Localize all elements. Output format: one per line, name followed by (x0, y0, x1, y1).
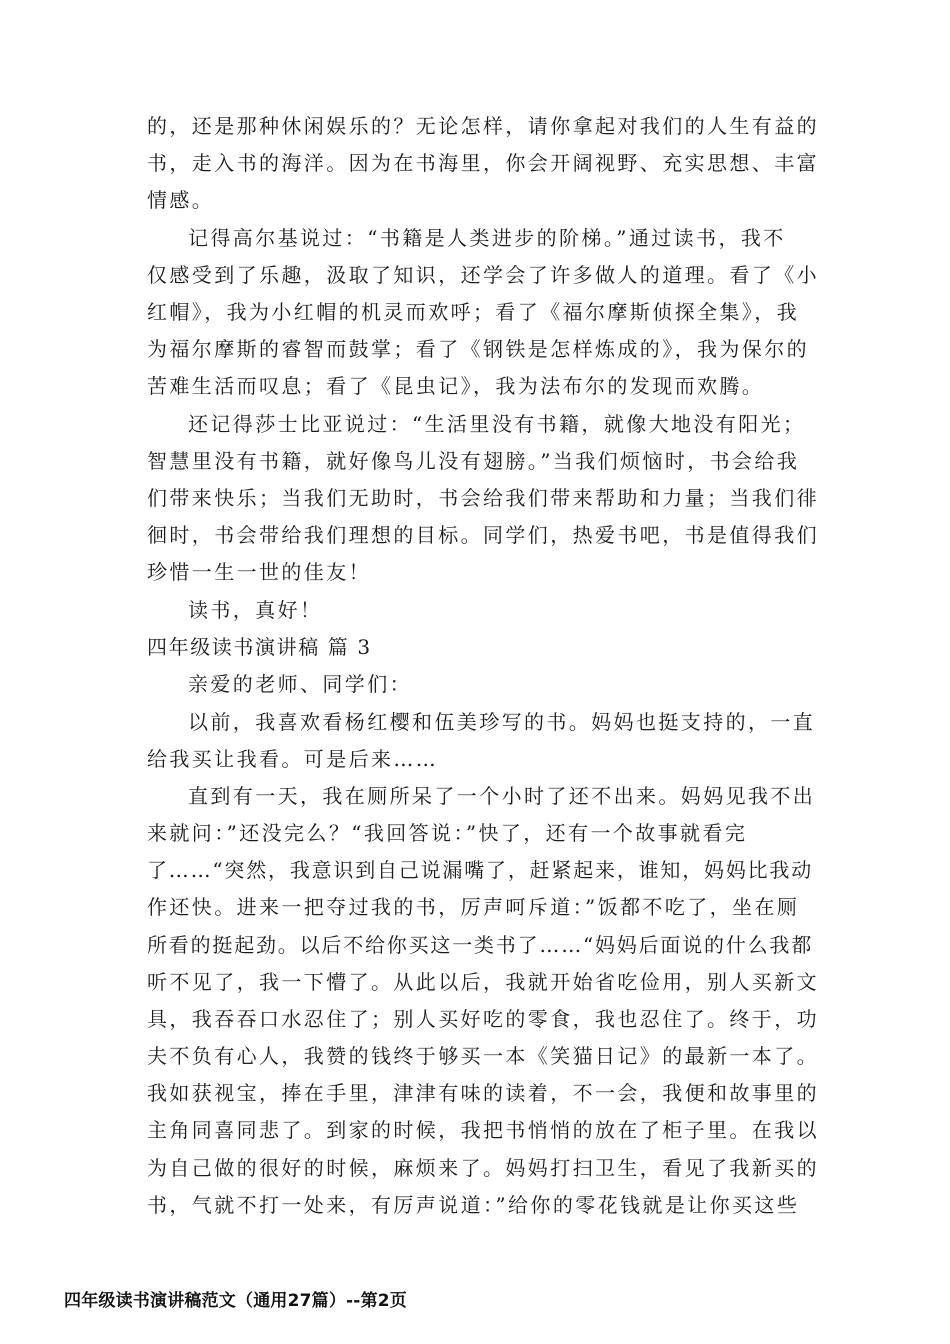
body-text-line: 红帽》，我为小红帽的机灵而欢呼；看了《福尔摩斯侦探全集》，我 (147, 300, 799, 324)
body-text-line: 了……“突然，我意识到自己说漏嘴了，赶紧起来，谁知，妈妈比我动 (147, 858, 814, 882)
body-text-line: 具，我吞吞口水忍住了；别人买好吃的零食，我也忍住了。终于，功 (147, 1007, 819, 1031)
body-text-line: 的，还是那种休闲娱乐的？无论怎样，请你拿起对我们的人生有益的 (147, 114, 819, 138)
salutation-line: 亲爱的老师、同学们： (188, 672, 412, 696)
page-footer: 四年级读书演讲稿范文（通用27篇）--第2页 (64, 1291, 407, 1311)
section-heading: 四年级读书演讲稿 篇 3 (147, 635, 372, 659)
body-text-line: 们带来快乐；当我们无助时，书会给我们带来帮助和力量；当我们徘 (147, 486, 819, 510)
body-text-line: 书，气就不打一处来，有厉声说道：”给你的零花钱就是让你买这些 (147, 1193, 800, 1217)
paragraph-first-line: 以前，我喜欢看杨红樱和伍美珍写的书。妈妈也挺支持的，一直 (188, 710, 816, 734)
body-text-line: 来就问：”还没完么？“我回答说：”快了，还有一个故事就看完 (147, 821, 748, 845)
body-text-line: 作还快。进来一把夺过我的书，厉声呵斥道：”饭都不吃了，坐在厕 (147, 895, 800, 919)
body-text-line: 苦难生活而叹息；看了《昆虫记》，我为法布尔的发现而欢腾。 (147, 374, 765, 398)
paragraph-first-line: 直到有一天，我在厕所呆了一个小时了还不出来。妈妈见我不出 (188, 784, 816, 808)
paragraph-first-line: 还记得莎士比亚说过：“生活里没有书籍，就像大地没有阳光； (188, 412, 806, 436)
paragraph-first-line: 读书，真好！ (188, 598, 323, 622)
body-text-line: 我如获视宝，捧在手里，津津有味的读着，不一会，我便和故事里的 (147, 1081, 819, 1105)
paragraph-first-line: 记得高尔基说过：“书籍是人类进步的阶梯。”通过读书，我不 (188, 226, 786, 250)
body-text-line: 夫不负有心人，我赞的钱终于够买一本《笑猫日记》的最新一本了。 (147, 1044, 819, 1068)
body-text-line: 书，走入书的海洋。因为在书海里，你会开阔视野、充实思想、丰富 (147, 151, 819, 175)
body-text-line: 情感。 (147, 188, 215, 212)
body-text-line: 为自己做的很好的时候，麻烦来了。妈妈打扫卫生，看见了我新买的 (147, 1156, 819, 1180)
body-text-line: 所看的挺起劲。以后不给你买这一类书了……“妈妈后面说的什么我都 (147, 933, 814, 957)
body-text-line: 给我买让我看。可是后来…… (147, 747, 439, 771)
body-text-line: 徊时，书会带给我们理想的目标。同学们，热爱书吧，书是值得我们 (147, 523, 819, 547)
body-text-line: 智慧里没有书籍，就好像鸟儿没有翅膀。”当我们烦恼时，书会给我 (147, 449, 800, 473)
body-text-line: 听不见了，我一下懵了。从此以后，我就开始省吃俭用，别人买新文 (147, 970, 819, 994)
body-text-line: 主角同喜同悲了。到家的时候，我把书悄悄的放在了柜子里。在我以 (147, 1118, 819, 1142)
body-text-line: 珍惜一生一世的佳友！ (147, 560, 371, 584)
body-text-line: 为福尔摩斯的睿智而鼓掌；看了《钢铁是怎样炼成的》，我为保尔的 (147, 337, 809, 361)
body-text-line: 仅感受到了乐趣，汲取了知识，还学会了许多做人的道理。看了《小 (147, 263, 819, 287)
